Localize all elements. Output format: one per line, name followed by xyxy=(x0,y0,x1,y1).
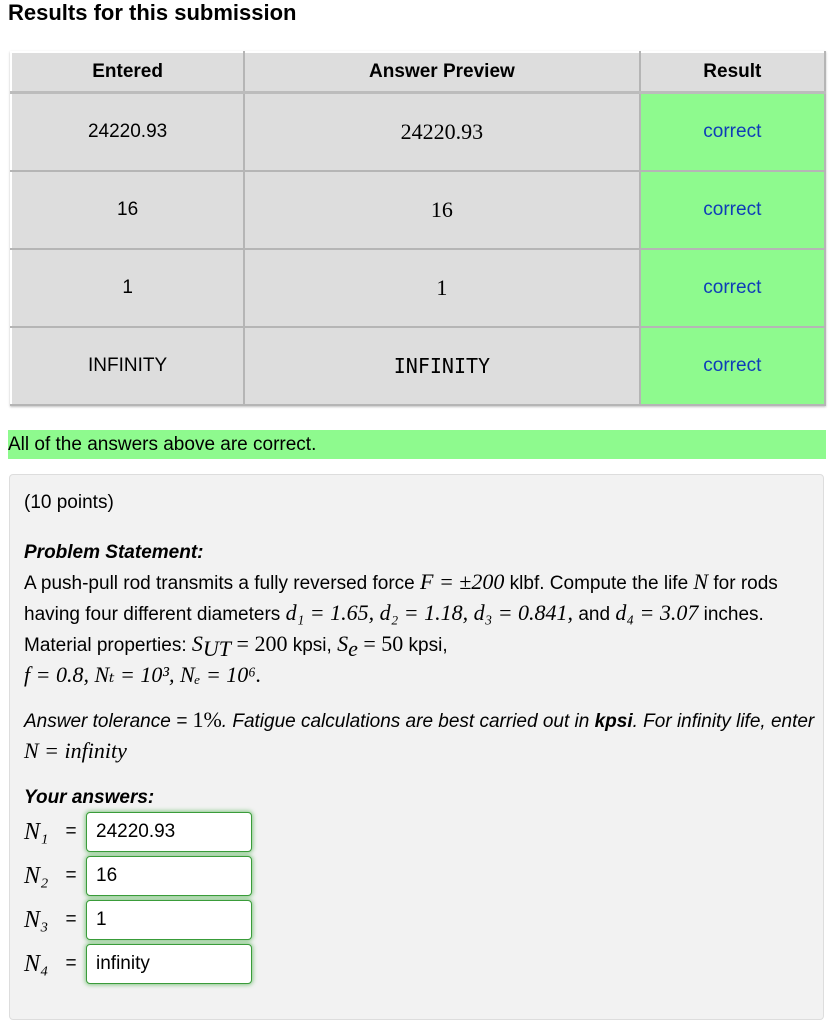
math-sut-sub: UT xyxy=(202,635,232,661)
statement-text: klbf. Compute the life xyxy=(504,573,694,594)
math-sut-value: = 200 xyxy=(231,631,288,656)
summary-banner: All of the answers above are correct. xyxy=(8,430,826,459)
points-label: (10 points) xyxy=(24,492,114,513)
math-infinity-expr: N = infinity xyxy=(24,738,127,763)
answer-input-n2[interactable] xyxy=(86,856,252,896)
math-params: f = 0.8, Nₜ = 10³, Nₑ = 10⁶. xyxy=(24,662,262,687)
math-sut: S xyxy=(191,631,203,656)
tolerance-text: . Fatigue calculations are best carried out in xyxy=(221,711,595,732)
table-row xyxy=(11,249,825,327)
entered-cell: 1 xyxy=(11,249,244,327)
preview-cell: 24220.93 xyxy=(244,93,639,172)
equals-sign: = xyxy=(65,865,77,886)
answer-label: N₂ xyxy=(24,862,49,889)
tolerance-text: . For infinity life, enter xyxy=(632,711,815,732)
tolerance-note xyxy=(24,705,819,767)
answer-label: N₁ xyxy=(24,818,49,845)
table-header-row xyxy=(11,52,825,93)
equals-sign: = xyxy=(65,953,77,974)
math-tolerance: 1% xyxy=(192,707,222,732)
equals-sign: = xyxy=(65,909,77,930)
header-result: Result xyxy=(640,52,825,93)
answer-input-n1[interactable] xyxy=(86,812,252,852)
statement-text: inches. Material properties: xyxy=(24,604,764,656)
statement-text: and xyxy=(573,604,616,625)
your-answers-heading: Your answers: xyxy=(24,787,155,808)
result-cell: correct xyxy=(640,327,825,405)
statement-text: A push-pull rod transmits a fully reversed force xyxy=(24,573,421,594)
result-cell: correct xyxy=(640,249,825,327)
answer-row xyxy=(24,900,252,940)
page-title: Results for this submission xyxy=(8,0,297,25)
math-diameters: d₁ = 1.65, d₂ = 1.18, d₃ = 0.841, xyxy=(285,600,574,625)
answer-row xyxy=(24,856,252,896)
header-answer-preview: Answer Preview xyxy=(244,52,639,93)
math-life: N xyxy=(693,569,709,594)
preview-cell: 1 xyxy=(244,249,639,327)
math-se-value: = 50 xyxy=(357,631,404,656)
result-cell: correct xyxy=(640,171,825,249)
math-se: S xyxy=(337,631,349,656)
entered-cell: 24220.93 xyxy=(11,93,244,172)
statement-text: kpsi, xyxy=(403,635,448,656)
problem-panel xyxy=(9,474,824,1020)
header-entered: Entered xyxy=(11,52,244,93)
answer-row xyxy=(24,944,252,984)
statement-text: for rods having four different diameters xyxy=(24,573,778,625)
entered-cell: 16 xyxy=(11,171,244,249)
statement-text: kpsi, xyxy=(287,635,338,656)
answer-row xyxy=(24,812,252,852)
problem-statement xyxy=(24,567,819,691)
math-d4: d₄ = 3.07 xyxy=(615,600,699,625)
math-force: F = ±200 xyxy=(420,569,505,594)
answer-label: N₃ xyxy=(24,906,49,933)
answer-label: N₄ xyxy=(24,950,49,977)
equals-sign: = xyxy=(65,821,77,842)
preview-cell: 16 xyxy=(244,171,639,249)
table-row xyxy=(11,327,825,405)
result-cell: correct xyxy=(640,93,825,172)
results-table xyxy=(10,51,826,406)
table-row xyxy=(11,171,825,249)
math-se-sub: e xyxy=(348,635,358,661)
statement-heading: Problem Statement: xyxy=(24,542,204,563)
tolerance-text: Answer tolerance = xyxy=(24,711,193,732)
preview-cell: INFINITY xyxy=(244,327,639,405)
table-row xyxy=(11,93,825,172)
entered-cell: INFINITY xyxy=(11,327,244,405)
tolerance-unit: kpsi xyxy=(594,711,633,732)
answer-input-n3[interactable] xyxy=(86,900,252,940)
answer-input-n4[interactable] xyxy=(86,944,252,984)
